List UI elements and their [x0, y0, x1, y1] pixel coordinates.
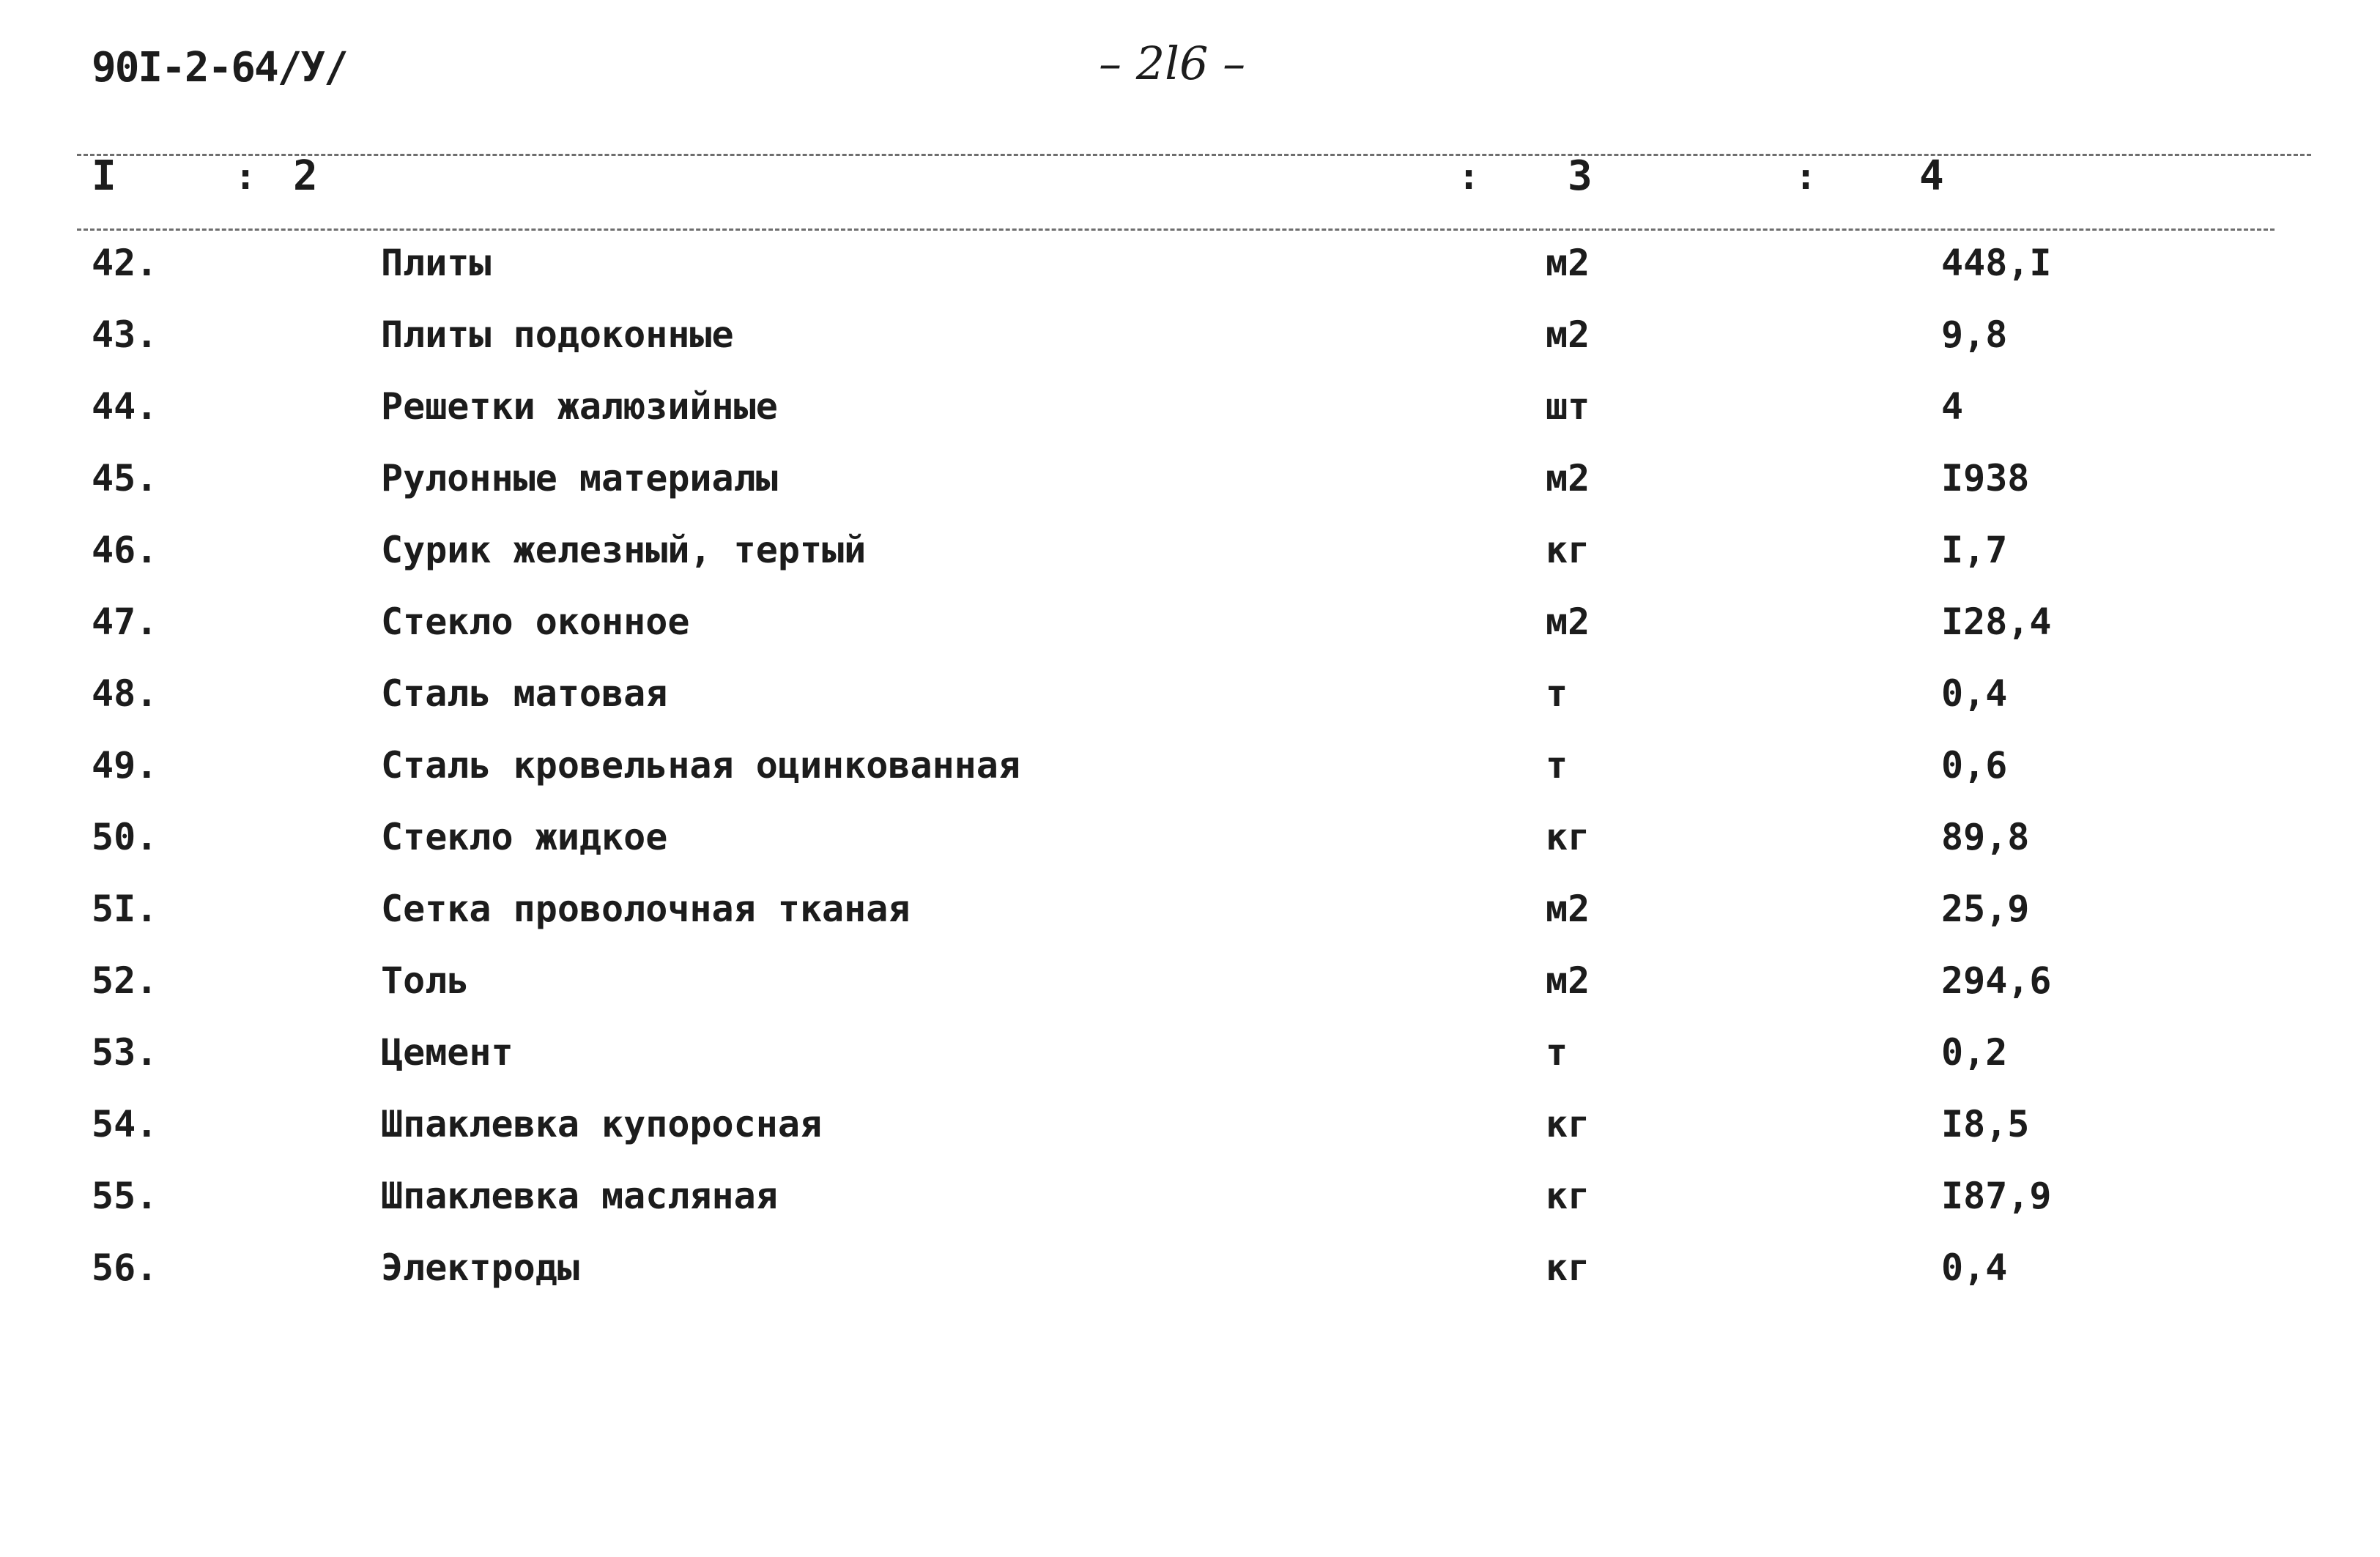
quantity: 0,4 [1941, 672, 2008, 715]
material-name: Сталь матовая [381, 672, 668, 715]
table-row [0, 242, 2380, 313]
material-name: Плиты подоконные [381, 313, 734, 356]
unit-of-measure: т [1546, 744, 1568, 787]
table-body [0, 242, 2380, 1318]
row-number: 47. [92, 601, 158, 643]
material-name: Сталь кровельная оцинкованная [381, 744, 1020, 787]
row-number: 49. [92, 744, 158, 787]
quantity: 9,8 [1941, 313, 2008, 356]
table-row [0, 313, 2380, 385]
quantity: I28,4 [1941, 601, 2052, 643]
table-row [0, 457, 2380, 529]
unit-of-measure: м2 [1546, 601, 1590, 643]
unit-of-measure: т [1546, 672, 1568, 715]
row-number: 42. [92, 242, 158, 284]
material-name: Цемент [381, 1031, 514, 1074]
material-name: Стекло жидкое [381, 816, 668, 858]
row-number: 50. [92, 816, 158, 858]
row-number: 56. [92, 1246, 158, 1289]
material-name: Сетка проволочная тканая [381, 888, 911, 930]
column-header-2: 2 [293, 152, 318, 200]
quantity: 0,2 [1941, 1031, 2008, 1074]
quantity: I,7 [1941, 529, 2008, 571]
unit-of-measure: м2 [1546, 313, 1590, 356]
quantity: I938 [1941, 457, 2030, 499]
table-row [0, 1103, 2380, 1175]
column-separator: : [1795, 155, 1817, 198]
quantity: 0,4 [1941, 1246, 2008, 1289]
material-name: Шпаклевка масляная [381, 1175, 778, 1217]
table-row [0, 1175, 2380, 1246]
column-header-3: 3 [1568, 152, 1593, 200]
row-number: 48. [92, 672, 158, 715]
table-row [0, 1031, 2380, 1103]
column-header-4: 4 [1919, 152, 1944, 200]
table-row [0, 529, 2380, 601]
material-name: Стекло оконное [381, 601, 690, 643]
material-name: Электроды [381, 1246, 579, 1289]
row-number: 55. [92, 1175, 158, 1217]
material-name: Шпаклевка купоросная [381, 1103, 823, 1145]
table-row [0, 672, 2380, 744]
quantity: 294,6 [1941, 959, 2052, 1002]
unit-of-measure: кг [1546, 816, 1590, 858]
quantity: I8,5 [1941, 1103, 2030, 1145]
unit-of-measure: кг [1546, 1103, 1590, 1145]
column-separator: : [1458, 155, 1480, 198]
material-name: Толь [381, 959, 470, 1002]
quantity: 4 [1941, 385, 1964, 428]
table-row [0, 744, 2380, 816]
row-number: 52. [92, 959, 158, 1002]
unit-of-measure: кг [1546, 529, 1590, 571]
row-number: 46. [92, 529, 158, 571]
column-separator: : [234, 155, 257, 198]
page-number: – 2l6 – [1099, 37, 1246, 90]
unit-of-measure: т [1546, 1031, 1568, 1074]
row-number: 44. [92, 385, 158, 428]
material-name: Плиты [381, 242, 492, 284]
table-row [0, 959, 2380, 1031]
material-name: Решетки жалюзийные [381, 385, 778, 428]
row-number: 53. [92, 1031, 158, 1074]
material-name: Рулонные материалы [381, 457, 778, 499]
table-row [0, 601, 2380, 672]
table-top-rule [77, 154, 2311, 156]
document-code: 90I-2-64/У/ [92, 44, 347, 92]
unit-of-measure: м2 [1546, 959, 1590, 1002]
unit-of-measure: м2 [1546, 457, 1590, 499]
quantity: 448,I [1941, 242, 2052, 284]
table-row [0, 888, 2380, 959]
unit-of-measure: м2 [1546, 242, 1590, 284]
row-number: 54. [92, 1103, 158, 1145]
material-name: Сурик железный, тертый [381, 529, 867, 571]
column-header-1: I [92, 152, 116, 200]
row-number: 45. [92, 457, 158, 499]
quantity: 25,9 [1941, 888, 2030, 930]
unit-of-measure: шт [1546, 385, 1590, 428]
row-number: 43. [92, 313, 158, 356]
row-number: 5I. [92, 888, 158, 930]
quantity: 0,6 [1941, 744, 2008, 787]
unit-of-measure: кг [1546, 1246, 1590, 1289]
table-row [0, 1246, 2380, 1318]
table-header-rule [77, 228, 2275, 231]
table-row [0, 816, 2380, 888]
table-row [0, 385, 2380, 457]
quantity: I87,9 [1941, 1175, 2052, 1217]
unit-of-measure: м2 [1546, 888, 1590, 930]
quantity: 89,8 [1941, 816, 2030, 858]
unit-of-measure: кг [1546, 1175, 1590, 1217]
